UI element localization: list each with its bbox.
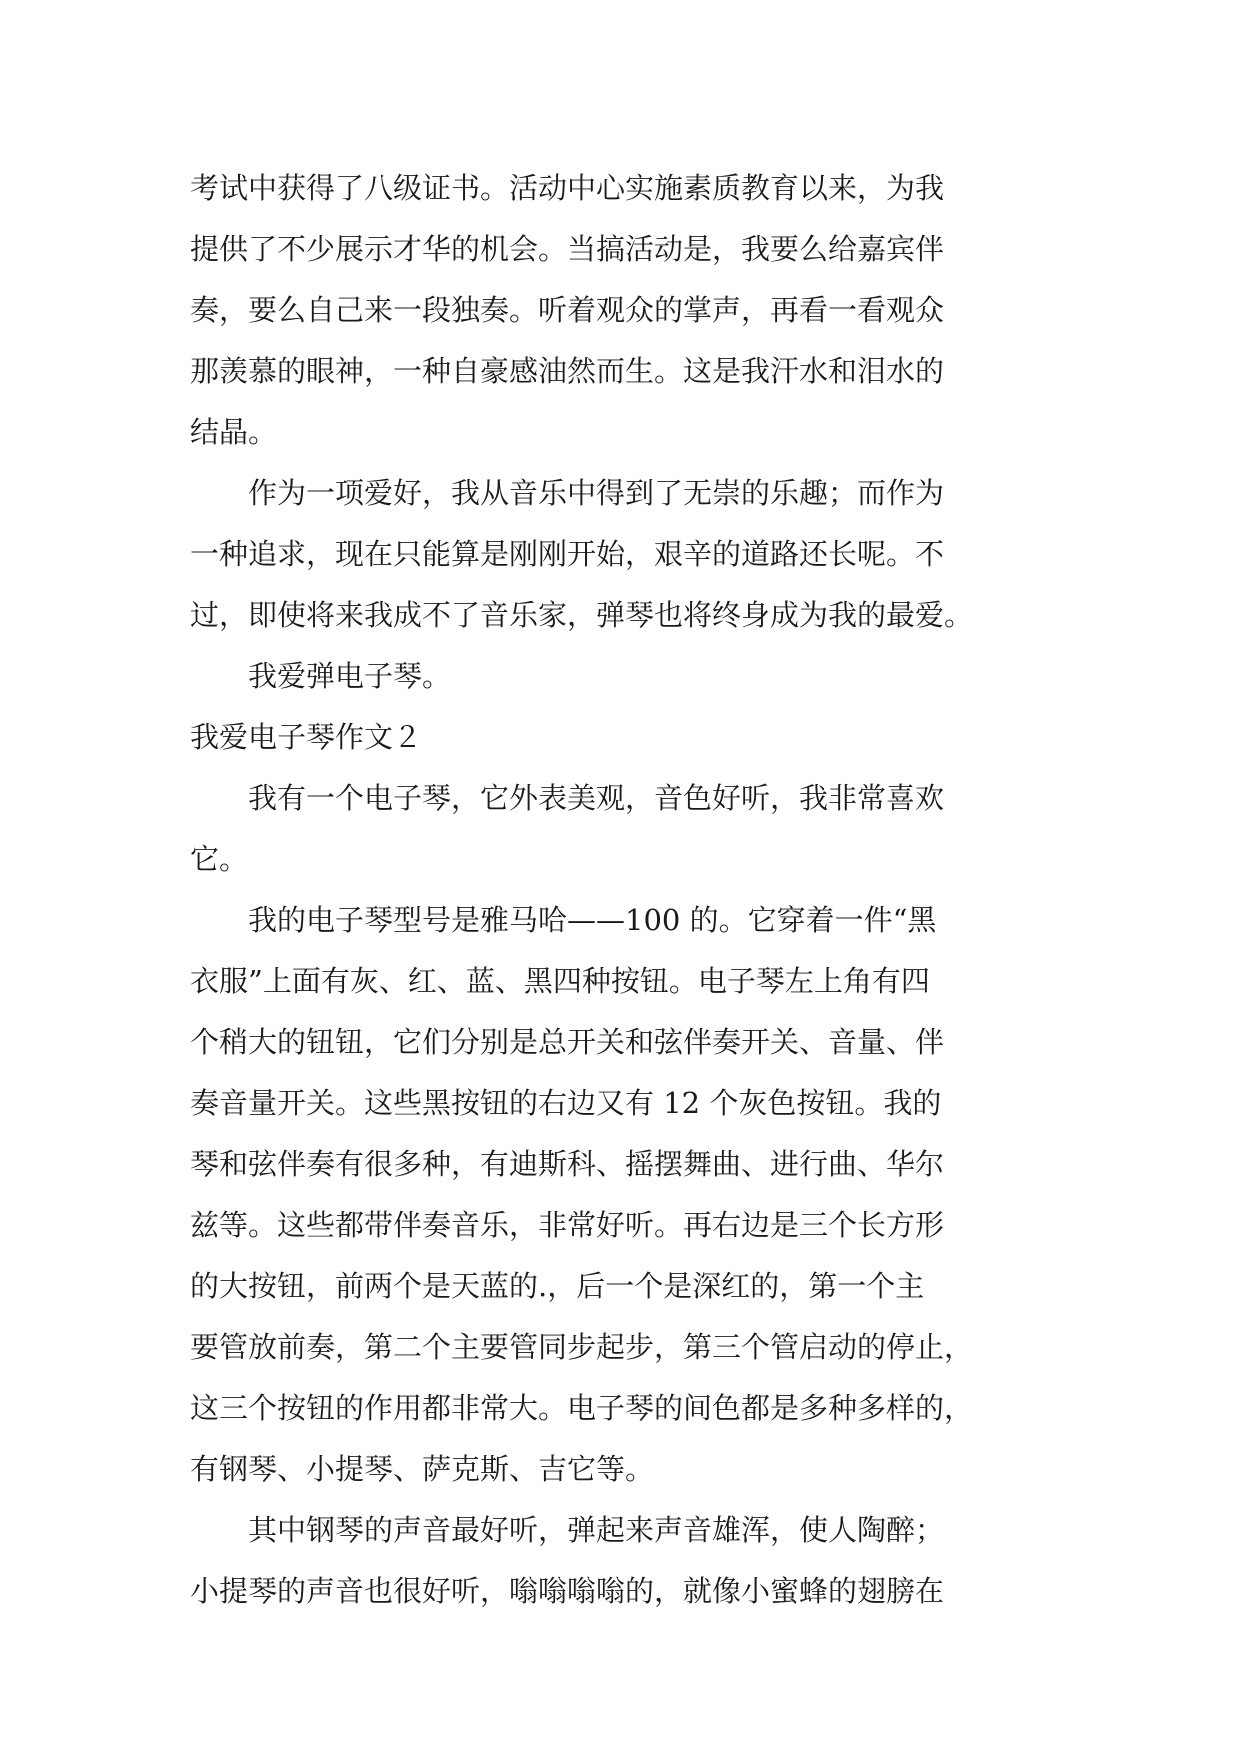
paragraph-intro: 我有一个电子琴，它外表美观，音色好听，我非常喜欢 它。 <box>190 781 945 876</box>
paragraph-hobby: 作为一项爱好，我从音乐中得到了无崇的乐趣；而作为 一种追求，现在只能算是刚刚开始，艰辛的道路还长呢。不 过，即使将来我成不了音乐家，弹琴也将终身成为我的最爱。 <box>190 476 974 632</box>
paragraph-sounds: 其中钢琴的声音最好听，弹起来声音雄浑，使人陶醉； 小提琴的声音也很好听，嗡嗡嗡嗡的，就像小蜜蜂的翅膀在 <box>190 1513 945 1608</box>
document-body <box>190 158 1055 1622</box>
paragraph-conclusion: 我爱弹电子琴。 <box>248 659 452 693</box>
section-heading: 我爱电子琴作文２ <box>190 720 423 754</box>
paragraph-continuation: 考试中获得了八级证书。活动中心实施素质教育以来，为我 提供了不少展示才华的机会。当搞活动是，我要么给嘉宾伴 奏，要么自己来一段独奏。听着观众的掌声，再看一看观众 那羡慕的眼神，一种自豪感油然而生。这是我汗水和泪水的 结晶。 <box>190 171 945 449</box>
paragraph-description: 我的电子琴型号是雅马哈——100 的。它穿着一件“黑 衣服”上面有灰、红、蓝、黑四种按钮。电子琴左上角有四 个稍大的钮钮，它们分别是总开关和弦伴奏开关、音量、伴 奏音量开关。这些黑按钮的右边又有 12 个灰色按钮。我的 琴和弦伴奏有很多种，有迪斯科、摇摆舞曲、进行曲、华尔 兹等。这些都带伴奏音乐，非常好听。再右边是三个长方形 的大按钮，前两个是天蓝的.，后一个是深红的，第一个主 要管放前奏，第二个主要管同步起步，第三个管启动的停止， 这三个按钮的作用都非常大。电子琴的间色都是多种多样的， 有钢琴、小提琴、萨克斯、吉它等。 <box>190 903 974 1486</box>
